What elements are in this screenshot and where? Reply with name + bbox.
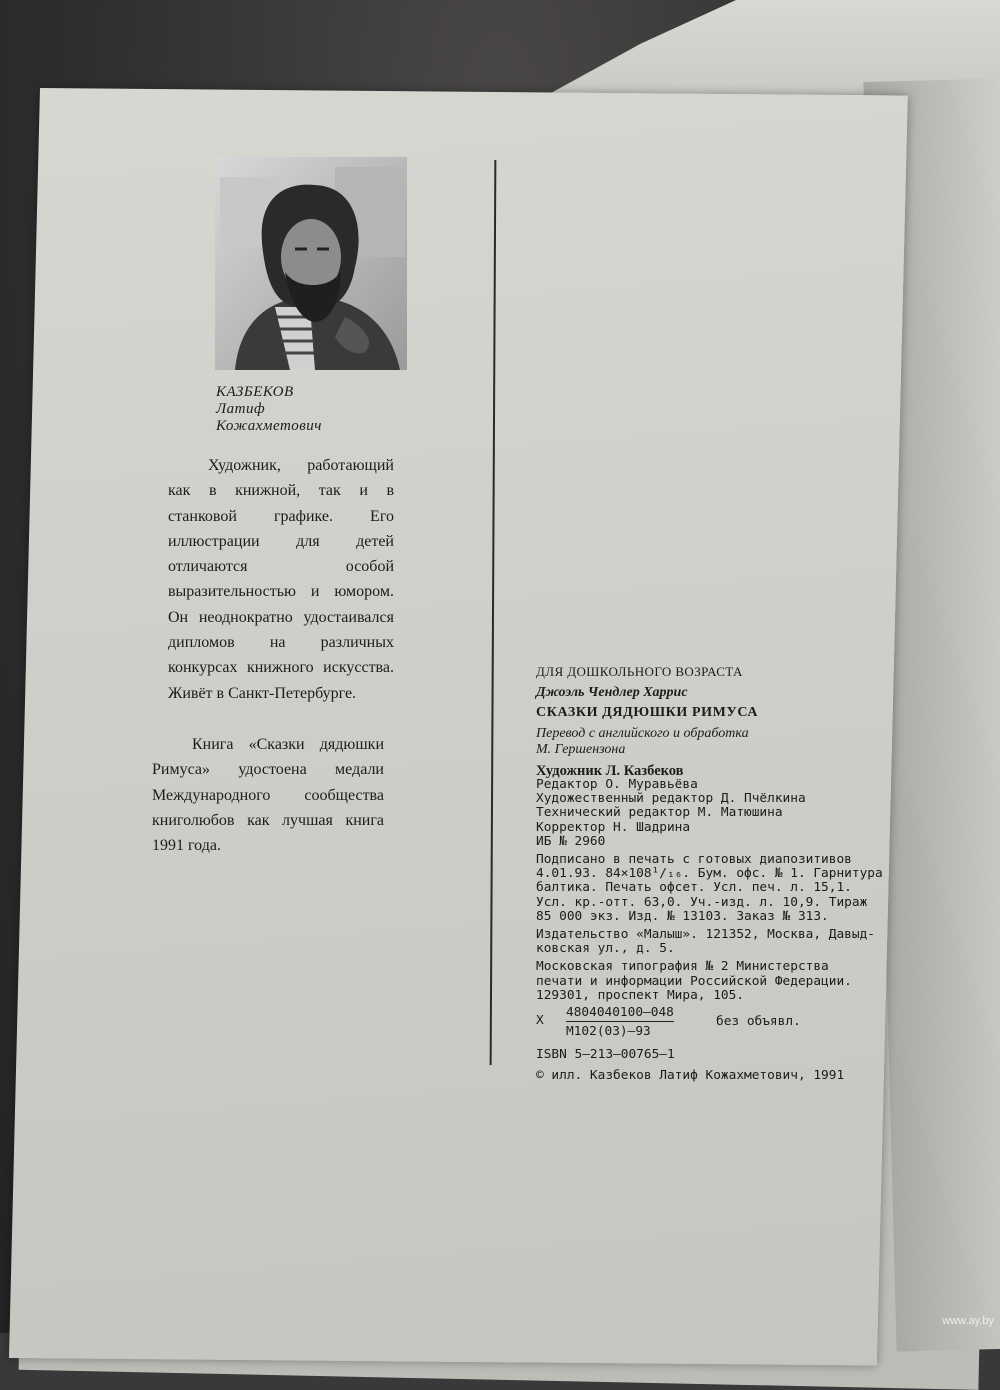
imprint-line: печати и информации Российской Федерации. (536, 973, 852, 989)
age-group-label: ДЛЯ ДОШКОЛЬНОГО ВОЗРАСТА (536, 664, 743, 679)
copyright: © илл. Казбеков Латиф Кожахметович, 1991 (536, 1068, 845, 1083)
catalog-code-note: без объявл. (716, 1014, 801, 1029)
imprint-line: Издательство «Малыш». 121352, Москва, Давыд- (536, 927, 875, 943)
artist-biography (168, 453, 394, 706)
translation-line-1: Перевод с английского и обработка (536, 726, 749, 741)
book-page (9, 88, 908, 1366)
imprint-line: Корректор Н. Шадрина (536, 819, 691, 835)
imprint-line: ковская ул., д. 5. (536, 941, 675, 957)
site-watermark: www.ay.by (942, 1315, 994, 1327)
imprint-line: Усл. кр.-отт. 63,0. Уч.-изд. л. 10,9. Тираж (536, 894, 868, 910)
artist-surname: КАЗБЕКОВ (216, 384, 294, 400)
catalog-code-denominator: М102(03)—93 (566, 1024, 651, 1039)
book-author: Джоэль Чендлер Харрис (536, 685, 688, 700)
imprint-line: Художественный редактор Д. Пчёлкина (536, 791, 806, 807)
imprint-line: Подписано в печать с готовых диапозитивов (536, 852, 852, 868)
imprint-details (536, 778, 926, 1003)
artist-caption (216, 384, 322, 435)
portrait-illustration (215, 157, 407, 370)
imprint-line: Редактор О. Муравьёва (536, 777, 698, 792)
book-title: СКАЗКИ ДЯДЮШКИ РИМУСА (536, 705, 759, 720)
imprint-line: 85 000 экз. Изд. № 13103. Заказ № 313. (536, 908, 829, 924)
catalog-code-numerator: 4804040100—048 (566, 1005, 674, 1020)
illustrator-credit: Художник Л. Казбеков (536, 763, 684, 779)
imprint-line: Технический редактор М. Матюшина (536, 805, 783, 821)
artist-first-name: Латиф (216, 401, 266, 417)
catalog-code-prefix: Х (536, 1013, 544, 1028)
artist-portrait-photo (215, 157, 407, 370)
biography-text: Художник, работающий как в книжной, так и в станковой графике. Его иллюстрации для детей отличаются особой выразительностью и юмором. Он неоднократно удостаивался дипломов на различных конкурсах книжного искусства. Живёт в Санкт-Петербурге. (168, 457, 394, 702)
translation-line-2: М. Гершензона (536, 742, 626, 757)
imprint-line: Московская типография № 2 Министерства (536, 959, 829, 975)
imprint-line: 4.01.93. 84×108¹/₁₆. Бум. офс. № 1. Гарнитура (536, 866, 883, 882)
award-text: Книга «Сказки дядюшки Римуса» удостоена медали Международного сообщества книголюбов как лучшая книга 1991 года. (152, 736, 384, 855)
imprint-line: 129301, проспект Мира, 105. (536, 987, 745, 1003)
imprint-line: балтика. Печать офсет. Усл. печ. л. 15,1. (536, 880, 852, 896)
award-note (152, 732, 384, 858)
isbn: ISBN 5—213—00765—1 (536, 1047, 675, 1062)
imprint-line: ИБ № 2960 (536, 833, 606, 849)
artist-patronymic: Кожахметович (216, 418, 322, 434)
